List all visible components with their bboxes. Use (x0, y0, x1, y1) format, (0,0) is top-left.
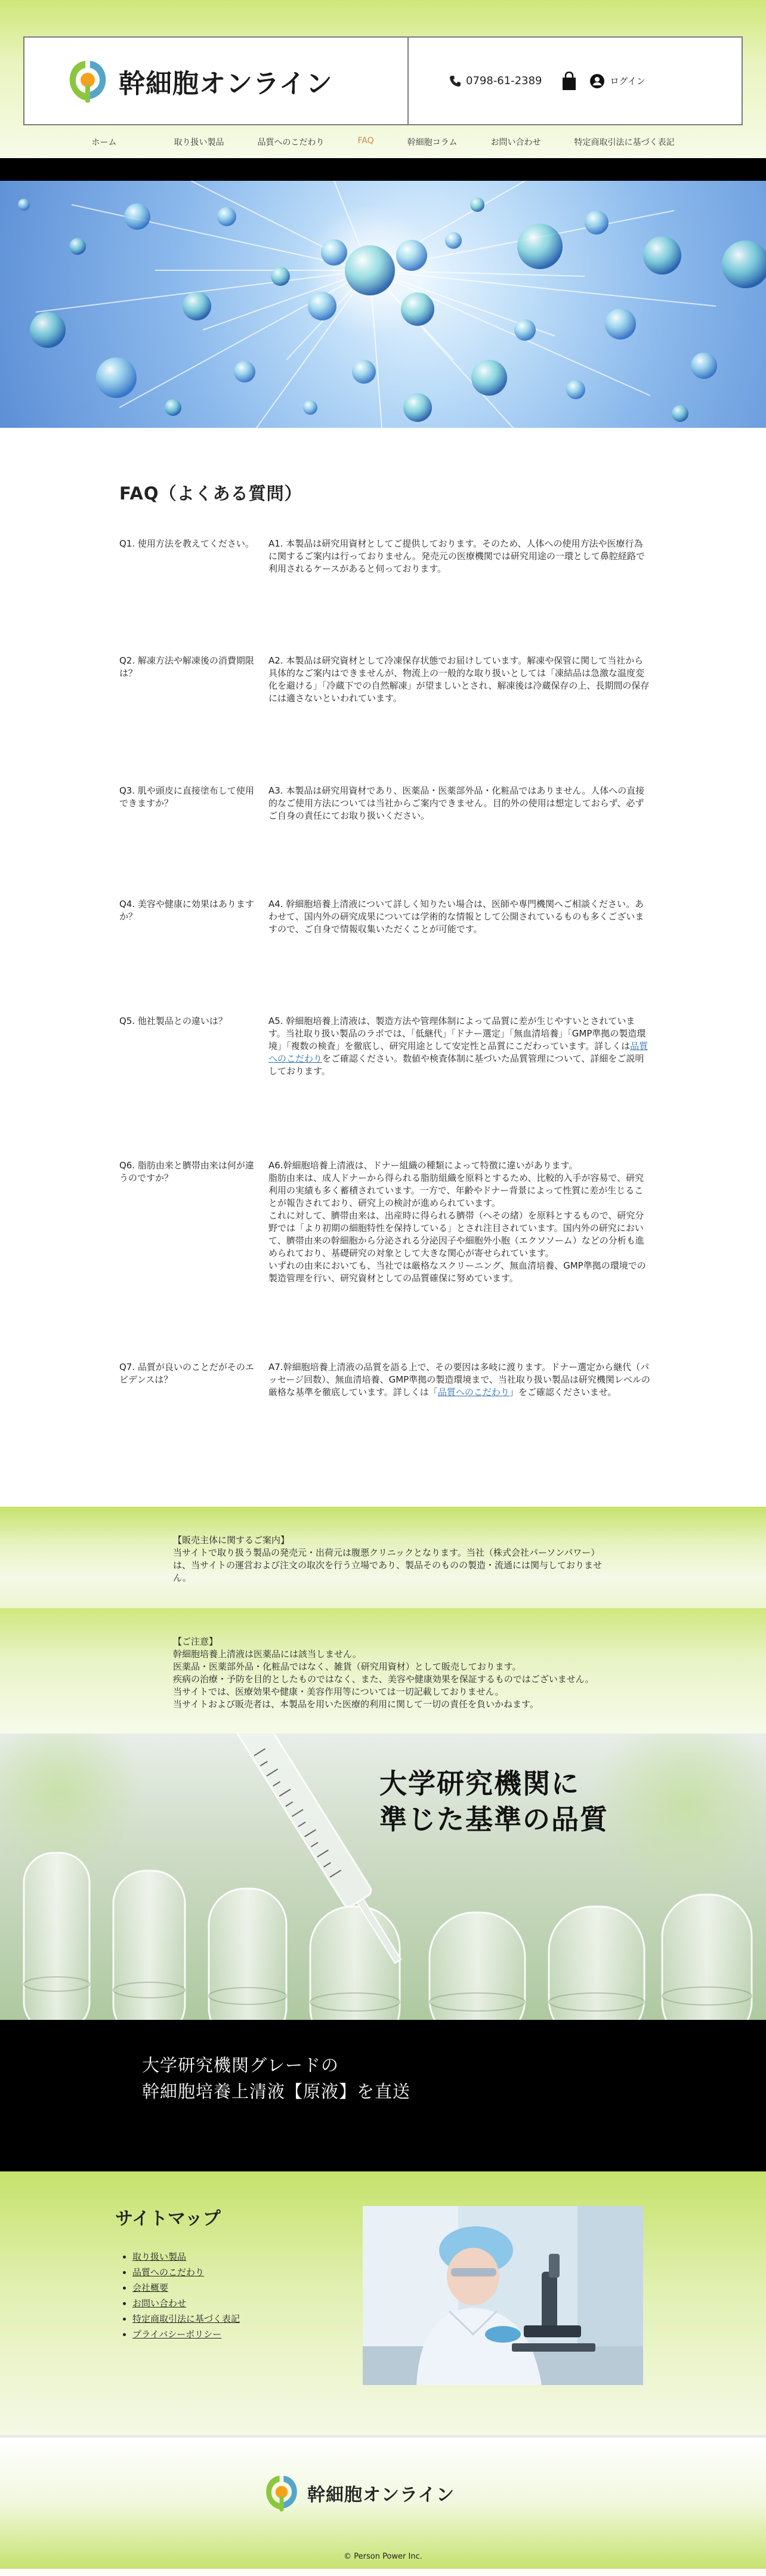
sitemap-link-privacy[interactable]: プライバシーポリシー (132, 2329, 222, 2340)
copyright: © Person Power Inc. (344, 2552, 422, 2561)
molecule-illustration (0, 181, 766, 428)
sitemap-item (132, 2296, 240, 2311)
nav-item-faq[interactable]: FAQ (357, 136, 374, 146)
researcher-illustration (363, 2206, 643, 2385)
caution-notice-text: 【ご注意】 幹細胞培養上清液は医薬品には該当しません。 医薬品・医薬部外品・化粧品ではなく、雑貨（研究用資材）として販売しております。 疾病の治療・予防を目的としたものではなく、また、美容や健康効果を保証するものではございません。 当サイトでは、医療効果や健康・美容作用等については一切記載しておりません。 当サイトおよび販売者は、本製品を用いた医療的利用に関して一切の責任を負いかねます。 (173, 1636, 594, 1710)
hero-image (0, 181, 766, 428)
quality-link[interactable]: 品質へのこだわり (437, 1387, 509, 1397)
faq-section (0, 428, 766, 1507)
faq-question: Q5. 他社製品との違いは？ (119, 1016, 227, 1026)
dark-tagline-line-2: 幹細胞培養上清液【原液】を直送 (142, 2081, 411, 2102)
caution-notice-band (0, 1608, 766, 1733)
researcher-photo (363, 2206, 643, 2385)
nav-item-legal[interactable]: 特定商取引法に基づく表記 (574, 138, 675, 147)
faq-item-2 (119, 655, 650, 705)
sitemap-item (132, 2249, 240, 2265)
nav-item-home[interactable]: ホーム (91, 138, 117, 147)
sitemap-item (132, 2327, 240, 2342)
sitemap-link-company[interactable]: 会社概要 (132, 2282, 169, 2293)
lab-banner (0, 1733, 766, 2020)
site-footer (0, 2438, 766, 2569)
faq-item-3 (119, 785, 650, 822)
user-icon[interactable] (590, 74, 604, 88)
sales-notice-text: 【販売主体に関するご案内】 当サイトで取り扱う製品の発売元・出荷元は腹悪クリニックとなります。当社（株式会社パーソンパワー）は、当サイトの運営および注文の取次を行う立場であり、製品そのものの製造・流通には関与しておりません。 (173, 1535, 602, 1583)
faq-item-7 (119, 1361, 650, 1399)
site-logo-link[interactable] (24, 38, 382, 124)
faq-answer (268, 1361, 650, 1399)
dark-tagline (142, 2052, 410, 2105)
faq-question: Q4. 美容や健康に効果はありますか？ (119, 899, 254, 922)
phone-icon (449, 75, 461, 87)
header-box (23, 36, 743, 125)
faq-answer: A3. 本製品は研究用資材であり、医薬品・医薬部外品・化粧品ではありません。人体への直接的なご使用方法については当社からご案内できません。目的外の使用は想定しておらず、必ずご自身の責任にてお取り扱いください。 (268, 785, 645, 821)
lab-headline-line-2: 準じた基準の品質 (379, 1803, 609, 1835)
sitemap-item (132, 2311, 240, 2327)
faq-answer-text: 」をご確認くださいませ。 (509, 1387, 617, 1397)
quality-link[interactable]: 品質へのこだわり (268, 1041, 648, 1064)
lab-headline-line-1: 大学研究機関に (379, 1767, 580, 1800)
login-link[interactable]: ログイン (610, 76, 645, 87)
faq-answer: A4. 幹細胞培養上清液について詳しく知りたい場合は、医師や専門機関へご相談ください。あわせて、国内外の研究成果については学術的な情報として公開されているものも多くございますので、ご自身で情報収集いただくことが可能です。 (268, 899, 644, 934)
top-black-bar (0, 158, 766, 181)
header-contact (409, 38, 742, 124)
faq-answer: A1. 本製品は研究用資材としてご提供しております。そのため、人体への使用方法や医療行為に関するご案内は行っておりません。発売元の医療機関では研究用途の一環として鼻腔経路で利用されるケースがあると伺っております。 (268, 538, 645, 574)
faq-answer: A6.幹細胞培養上清液は、ドナー組織の種類によって特徴に違いがあります。 脂肪由来は、成人ドナーから得られる脂肪組織を原料とするため、比較的入手が容易で、研究利用の実績も多く蓄積されています。一方で、年齢やドナー背景によって性質に差が生じることが報告されており、研究上の検討が進められています。 これに対して、臍帯由来は、出産時に得られる臍帯（へその緒）を原料とするもので、研究分野では「より初期の細胞特性を保持している」とされ注目されています。国内外の研究において、臍帯由来の幹細胞から分泌される分泌因子や細胞外小胞（エクソソーム）などの分析も進められており、基礎研究の対象として大きな関心が寄せられています。 いずれの由来においても、当社では厳格なスクリーニング、無血清培養、GMP準拠の環境での製造管理を行い、研究資材としての品質確保に努めています。 (268, 1160, 646, 1284)
nav-item-quality[interactable]: 品質へのこだわり (257, 138, 325, 147)
sitemap-item (132, 2280, 240, 2296)
sitemap-list (132, 2249, 240, 2342)
faq-item-5 (119, 1015, 650, 1078)
nav-item-column[interactable]: 幹細胞コラム (407, 138, 458, 147)
dark-tagline-band (0, 2020, 766, 2171)
sales-notice-band (0, 1507, 766, 1608)
faq-question: Q2. 解凍方法や解凍後の消費期限は？ (119, 655, 254, 678)
sitemap-link-legal[interactable]: 特定商取引法に基づく表記 (132, 2313, 240, 2324)
dark-tagline-line-1: 大学研究機関グレードの (142, 2055, 339, 2075)
faq-item-6 (119, 1159, 650, 1285)
footer-logo-text: 幹細胞オンライン (307, 2485, 455, 2506)
faq-answer (268, 1015, 650, 1078)
faq-question: Q6. 脂肪由来と臍帯由来は何が違うのですか？ (119, 1160, 254, 1183)
nav-item-products[interactable]: 取り扱い製品 (174, 138, 224, 147)
cart-icon[interactable] (561, 72, 577, 91)
site-header (0, 0, 766, 158)
faq-question: Q7. 品質が良いのことだがそのエビデンスは？ (119, 1362, 254, 1385)
logo-icon (264, 2473, 299, 2513)
faq-question: Q1. 使用方法を教えてください。 (119, 538, 254, 549)
faq-answer: A2. 本製品は研究資材として冷凍保存状態でお届けしています。解凍や保管に関して当社から具体的なご案内はできませんが、物流上の一般的な取り扱いとしては「凍結品は急激な温度変化を避ける」「冷蔵下での自然解凍」が望ましいとされ、解凍後は冷蔵保存の上、長期間の保存には適さないといわれています。 (268, 655, 650, 704)
lab-headline (379, 1766, 609, 1837)
logo-icon (67, 58, 108, 104)
sitemap-section (0, 2171, 766, 2435)
faq-answer-text: A7.幹細胞培養上清液の品質を語る上で、その要因は多岐に渡ります。ドナー選定から継代（パッセージ回数）、無血清培養、GMP準拠の製造環境まで、当社取り扱い製品は研究機関レベルの厳格な基準を徹底しています。詳しくは「 (268, 1362, 650, 1397)
faq-title: FAQ（よくある質問） (119, 483, 302, 504)
faq-question: Q3. 肌や頭皮に直接塗布して使用できますか？ (119, 785, 254, 809)
phone-number[interactable]: 0798-61-2389 (466, 75, 542, 87)
sitemap-title: サイトマップ (115, 2208, 221, 2229)
sitemap-link-contact[interactable]: お問い合わせ (132, 2298, 187, 2309)
faq-answer-text: A5. 幹細胞培養上清液は、製造方法や管理体制によって品質に差が生じやすいとされています。当社取り扱い製品のラボでは、「低継代」「ドナー選定」「無血清培養」「GMP準拠の製造環境」「複数の検査」を徹底し、研究用途として安定性と品質にこだわっています。詳しくは (268, 1016, 646, 1051)
logo-text: 幹細胞オンライン (119, 68, 333, 99)
faq-item-1 (119, 538, 650, 575)
faq-item-4 (119, 898, 650, 936)
faq-answer-text: をご確認ください。数値や検査体制に基づいた品質管理について、詳細をご説明しております。 (268, 1053, 644, 1076)
sitemap-item (132, 2265, 240, 2280)
main-nav (0, 136, 766, 148)
nav-item-contact[interactable]: お問い合わせ (490, 138, 541, 147)
footer-logo-link[interactable] (264, 2473, 455, 2513)
sitemap-link-products[interactable]: 取り扱い製品 (132, 2251, 187, 2262)
sitemap-link-quality[interactable]: 品質へのこだわり (132, 2267, 205, 2278)
